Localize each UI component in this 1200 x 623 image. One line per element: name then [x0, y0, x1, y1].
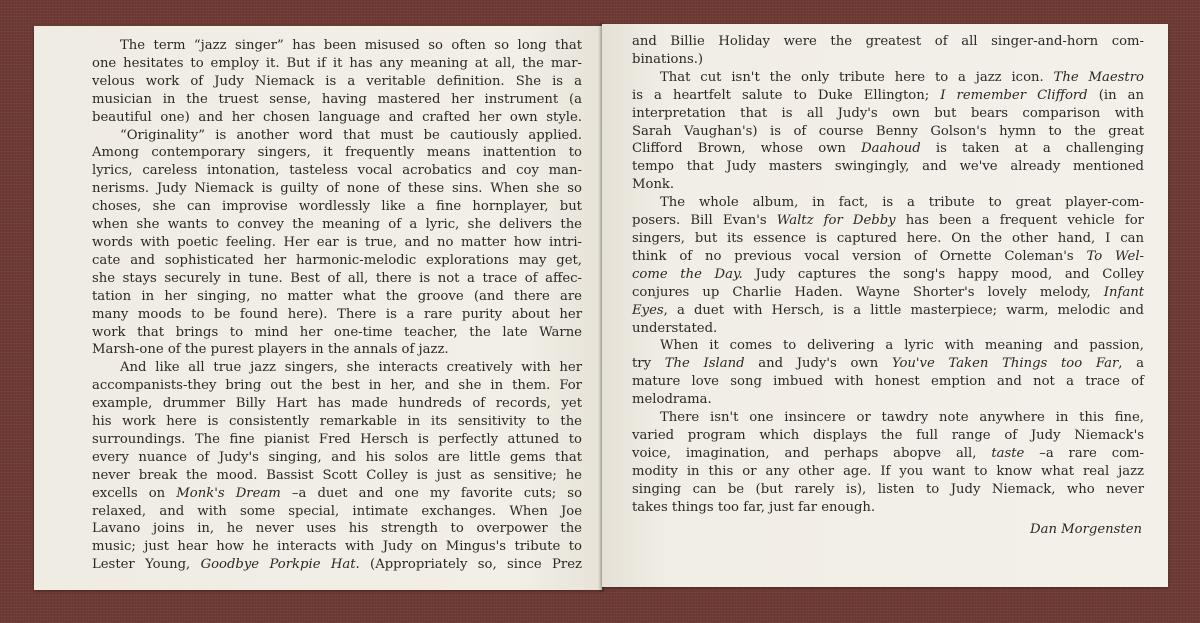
- text-line: binations.): [632, 51, 704, 67]
- text-line: interpretation that is all Judy's own but bears comparison with: [632, 105, 1144, 121]
- text-line: Marsh-one of the purest players in the annals of jazz.: [92, 342, 449, 358]
- text-line: cate and sophisticated her harmonic-melodic explorations may get,: [92, 252, 582, 268]
- text-line: tation in her singing, no matter what the groove (and there are: [92, 288, 582, 304]
- text-line: That cut isn't the only tribute here to a jazz icon. The Maestro: [660, 69, 1144, 85]
- text-line: work that brings to mind her one-time teacher, the late Warne: [92, 324, 582, 340]
- text-line: excells on Monk's Dream –a duet and one my favorite cuts; so: [92, 485, 583, 501]
- text-line: posers. Bill Evan's Waltz for Debby has been a frequent vehicle for: [632, 213, 1144, 229]
- text-line: singers, but its essence is captured here. On the other hand, I can: [632, 230, 1144, 246]
- text-line: tempo that Judy masters swingingly, and we've already mentioned: [632, 159, 1144, 175]
- left-booklet-page: [34, 26, 602, 590]
- text-line: Sarah Vaughan's) is of course Benny Golson's hymn to the great: [632, 123, 1144, 139]
- text-line: is a heartfelt salute to Duke Ellington; I remember Clifford (in an: [632, 87, 1144, 103]
- text-line: modity in this or any other age. If you want to know what real jazz: [632, 463, 1144, 479]
- text-line: Lavano joins in, he never uses his strength to overpower the: [92, 521, 582, 537]
- text-line: varied program which displays the full range of Judy Niemack's: [632, 427, 1144, 443]
- text-line: lyrics, careless intonation, tasteless vocal acrobatics and coy man-: [92, 163, 582, 179]
- text-line: when she wants to convey the meaning of a lyric, she delivers the: [92, 217, 582, 233]
- right-page-text: [632, 33, 1144, 516]
- text-line: voice, imagination, and perhaps abopve all, taste –a rare com-: [632, 445, 1144, 461]
- text-line: takes things too far, just far enough.: [632, 499, 876, 515]
- text-line: The term “jazz singer” has been misused so often so long that: [120, 38, 582, 53]
- text-line: words with poetic feeling. Her ear is true, and no matter how intri-: [92, 234, 582, 250]
- text-line: never break the mood. Bassist Scott Colley is just as sensitive; he: [92, 467, 582, 483]
- text-line: mature love song imbued with honest emption and not a trace of: [632, 374, 1144, 390]
- text-line: Lester Young, Goodbye Porkpie Hat. (Appropriately so, since Prez: [92, 557, 582, 573]
- text-line: understated.: [632, 320, 718, 336]
- text-line: every nuance of Judy's singing, and his solos are little gems that: [92, 449, 582, 465]
- text-line: The whole album, in fact, is a tribute to great player-com-: [660, 195, 1144, 211]
- text-line: example, drummer Billy Hart has made hundreds of records, yet: [92, 396, 582, 412]
- text-line: and Billie Holiday were the greatest of all singer-and-horn com-: [632, 34, 1144, 49]
- text-line: When it comes to delivering a lyric with meaning and passion,: [660, 338, 1144, 354]
- text-line: try The Island and Judy's own You've Taken Things too Far, a: [632, 356, 1145, 372]
- text-line: think of no previous vocal version of Ornette Coleman's To Wel-: [632, 248, 1145, 264]
- left-page-text: [92, 37, 582, 574]
- author-signature: Dan Morgensten: [1030, 522, 1142, 538]
- text-line: his work here is consistently remarkable in its sensitivity to the: [92, 414, 582, 430]
- text-line: And like all true jazz singers, she interacts creatively with her: [120, 360, 582, 376]
- text-line: beautiful one) and her chosen language and crafted her own style.: [92, 109, 582, 125]
- text-line: melodrama.: [632, 392, 712, 408]
- text-line: she stays securely in tune. Best of all, there is not a trace of affec-: [92, 270, 582, 286]
- text-line: “Originality” is another word that must be cautiously applied.: [120, 127, 582, 143]
- text-line: singing can be (but rarely is), listen to Judy Niemack, who never: [632, 481, 1144, 497]
- text-line: relaxed, and with some special, intimate exchanges. When Joe: [92, 503, 582, 519]
- right-booklet-page: [602, 24, 1168, 587]
- text-line: music; just hear how he interacts with Judy on Mingus's tribute to: [92, 539, 582, 555]
- text-line: many moods to be found here). There is a rare purity about her: [92, 306, 582, 322]
- text-line: velous work of Judy Niemack is a veritable definition. She is a: [92, 73, 582, 89]
- text-line: one hesitates to employ it. But if it has any meaning at all, the mar-: [92, 55, 582, 71]
- text-line: Monk.: [632, 177, 675, 193]
- text-line: nerisms. Judy Niemack is guilty of none of these sins. When she so: [92, 181, 582, 197]
- text-line: Eyes, a duet with Hersch, is a little masterpiece; warm, melodic and: [632, 302, 1144, 318]
- text-line: come the Day. Judy captures the song's happy mood, and Colley: [632, 266, 1144, 282]
- text-line: Clifford Brown, whose own Daahoud is taken at a challenging: [632, 141, 1144, 157]
- text-line: accompanists-they bring out the best in her, and she in them. For: [92, 378, 582, 394]
- text-line: musician in the truest sense, having mastered her instrument (a: [92, 91, 582, 107]
- text-line: Among contemporary singers, it frequently means inattention to: [92, 145, 582, 161]
- text-line: surroundings. The fine pianist Fred Hersch is perfectly attuned to: [92, 431, 582, 447]
- text-line: conjures up Charlie Haden. Wayne Shorter's lovely melody, Infant: [632, 284, 1144, 300]
- text-line: There isn't one insincere or tawdry note anywhere in this fine,: [660, 410, 1144, 426]
- text-line: choses, she can improvise wordlessly like a fine hornplayer, but: [92, 199, 582, 215]
